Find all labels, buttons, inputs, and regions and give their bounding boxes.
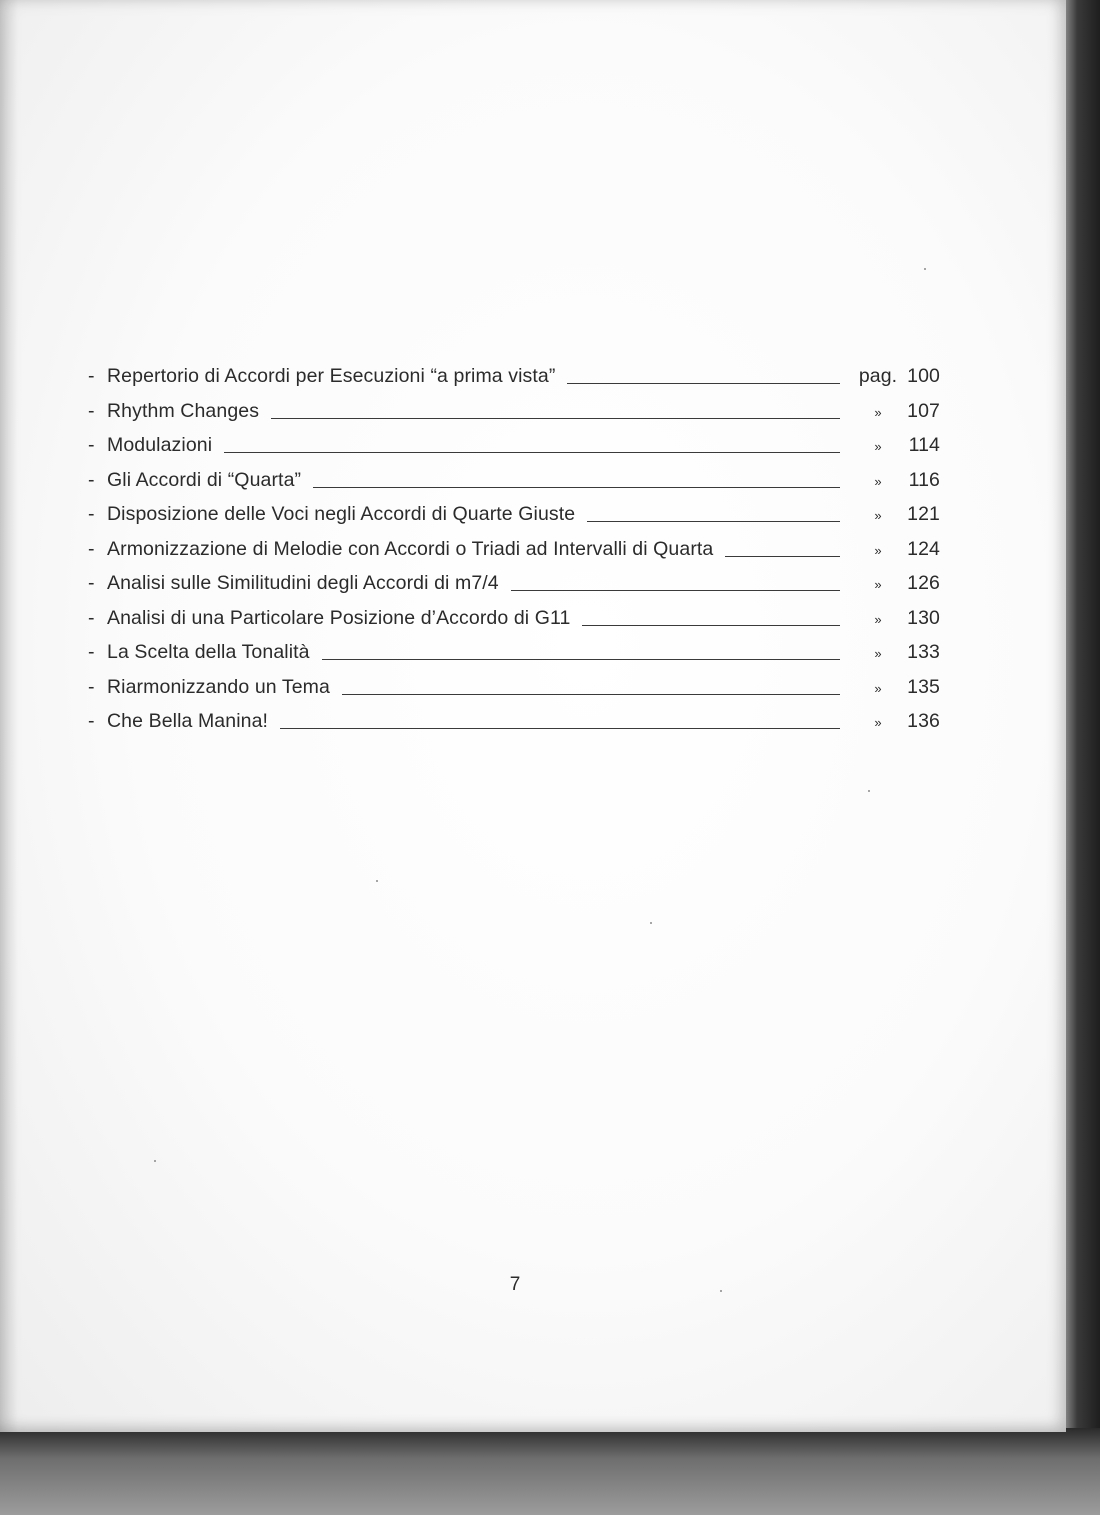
toc-title: Repertorio di Accordi per Esecuzioni “a prima vista” [107,365,556,387]
toc-leader-line [313,486,840,488]
toc-title: Rhythm Changes [107,400,260,422]
toc-entry[interactable] [88,427,940,457]
toc-page-number: 124 [907,538,940,560]
scanner-edge-right [1062,0,1100,1515]
scan-speck [868,790,870,792]
toc-leader-line [587,520,840,522]
toc-dash: - [88,469,95,491]
toc-page-number: 100 [907,365,940,387]
toc-leader-line [271,417,840,419]
toc-title: La Scelta della Tonalità [107,641,310,663]
toc-leader-line [511,589,840,591]
toc-page-prefix: » [874,612,882,627]
toc-page-number: 130 [907,607,940,629]
toc-title: Analisi sulle Similitudini degli Accordi di m7/4 [107,572,499,594]
toc-page-prefix: » [874,646,882,661]
toc-dash: - [88,607,95,629]
toc-page-prefix: pag. [858,365,898,387]
toc-page-number: 136 [907,710,940,732]
toc-title: Gli Accordi di “Quarta” [107,469,302,491]
toc-leader-line [582,624,840,626]
toc-page-number: 116 [908,469,940,491]
toc-dash: - [88,400,95,422]
toc-page-prefix: » [874,543,882,558]
toc-entry[interactable] [88,669,940,699]
toc-page-prefix: » [874,405,882,420]
toc-page-prefix: » [874,508,882,523]
toc-entry[interactable] [88,600,940,630]
toc-page-prefix: » [874,439,882,454]
scanner-edge-bottom [0,1428,1100,1515]
toc-title: Che Bella Manina! [107,710,269,732]
scan-speck [720,1290,722,1292]
toc-entry[interactable] [88,393,940,423]
toc-entry[interactable] [88,462,940,492]
toc-entry[interactable] [88,496,940,526]
scan-speck [924,268,926,270]
toc-entry[interactable] [88,565,940,595]
toc-leader-line [342,693,840,695]
toc-dash: - [88,710,95,732]
toc-dash: - [88,572,95,594]
toc-page-number: 114 [908,434,940,456]
toc-page-prefix: » [874,474,882,489]
toc-page-number: 135 [907,676,940,698]
toc-title: Armonizzazione di Melodie con Accordi o Triadi ad Intervalli di Quarta [107,538,714,560]
toc-dash: - [88,676,95,698]
toc-dash: - [88,538,95,560]
toc-entry[interactable] [88,358,940,388]
toc-dash: - [88,641,95,663]
toc-leader-line [280,727,840,729]
toc-dash: - [88,434,95,456]
toc-page-number: 133 [907,641,940,663]
toc-title: Disposizione delle Voci negli Accordi di Quarte Giuste [107,503,576,525]
toc-page-number: 107 [907,400,940,422]
toc-leader-line [567,382,840,384]
toc-leader-line [322,658,840,660]
toc-page-prefix: » [874,577,882,592]
toc-dash: - [88,503,95,525]
page-number: 7 [509,1274,521,1295]
toc-page-number: 126 [907,572,940,594]
toc-page-number: 121 [907,503,940,525]
toc-entry[interactable] [88,703,940,733]
toc-leader-line [224,451,840,453]
scan-speck [376,880,378,882]
scan-speck [154,1160,156,1162]
toc-title: Modulazioni [107,434,213,456]
toc-leader-line [725,555,840,557]
toc-dash: - [88,365,95,387]
page-shadow [0,0,18,1432]
toc-page-prefix: » [874,681,882,696]
toc-page-prefix: » [874,715,882,730]
toc-title: Riarmonizzando un Tema [107,676,330,698]
toc-entry[interactable] [88,634,940,664]
scan-speck [650,922,652,924]
toc-title: Analisi di una Particolare Posizione d’Accordo di G11 [107,607,571,629]
toc-entry[interactable] [88,531,940,561]
